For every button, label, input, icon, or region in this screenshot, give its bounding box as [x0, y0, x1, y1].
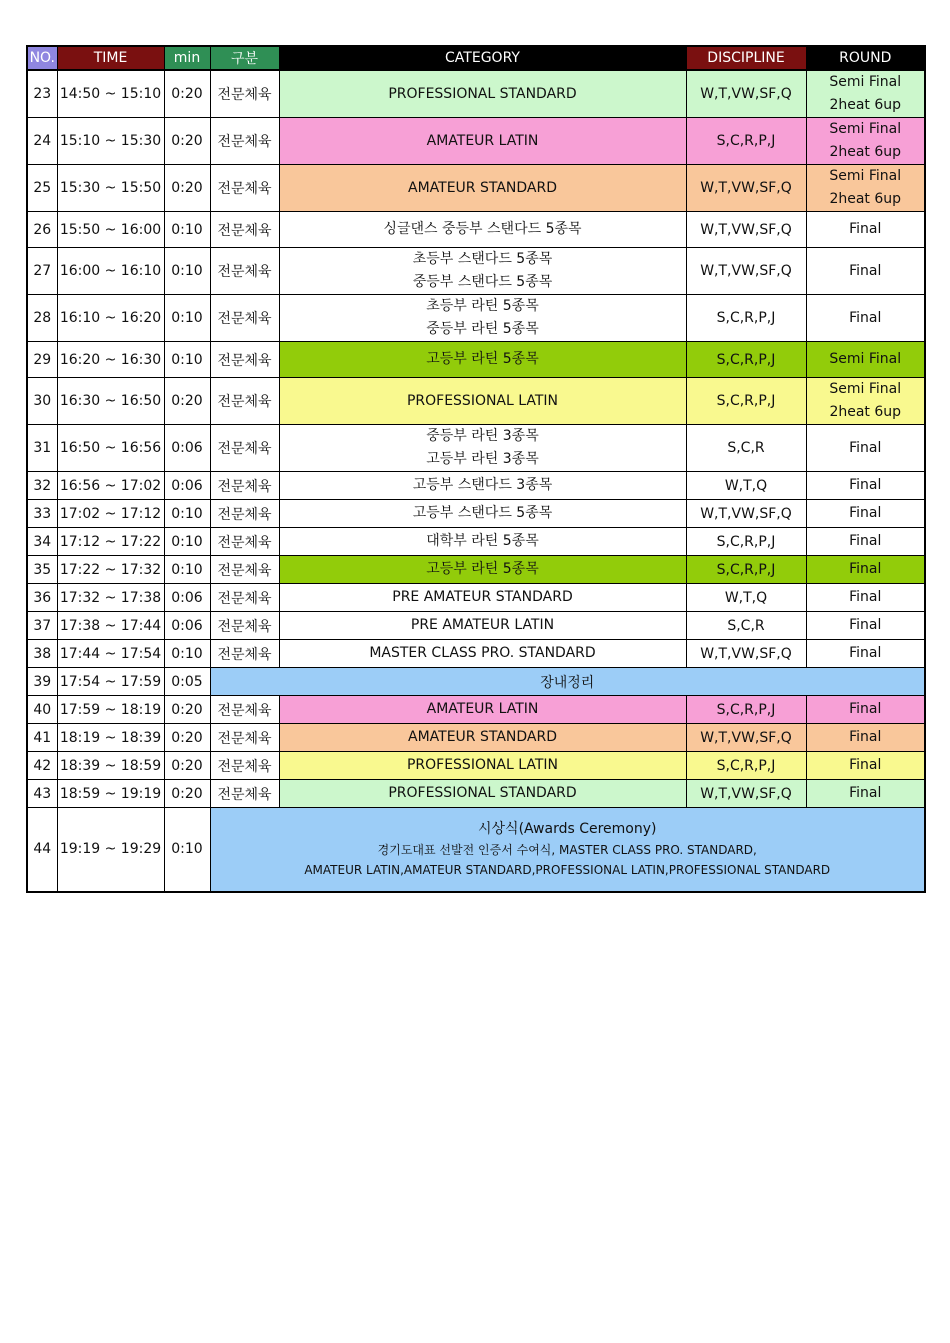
row-division: 전문체육 [210, 212, 279, 248]
table-row [27, 528, 925, 556]
break-cell: 장내정리 [210, 668, 925, 696]
row-min: 0:06 [164, 612, 210, 640]
row-category [279, 640, 686, 668]
row-discipline: S,C,R [686, 425, 806, 472]
row-time: 16:50 ~ 16:56 [57, 425, 164, 472]
awards-cell [210, 808, 925, 892]
row-round [806, 295, 925, 342]
row-min: 0:20 [164, 378, 210, 425]
row-division: 전문체육 [210, 472, 279, 500]
row-time: 14:50 ~ 15:10 [57, 70, 164, 118]
row-min: 0:20 [164, 780, 210, 808]
category-line: 초등부 스탠다드 5종목 [412, 251, 553, 267]
row-round [806, 584, 925, 612]
round-line: Final [849, 589, 882, 605]
table-row [27, 668, 925, 696]
round-line: 2heat 6up [829, 144, 902, 160]
row-discipline: S,C,R,P,J [686, 118, 806, 165]
row-round [806, 500, 925, 528]
row-division: 전문체육 [210, 556, 279, 584]
row-time: 18:39 ~ 18:59 [57, 752, 164, 780]
row-no: 28 [27, 295, 57, 342]
row-time: 18:19 ~ 18:39 [57, 724, 164, 752]
row-round [806, 70, 925, 118]
row-division: 전문체육 [210, 500, 279, 528]
round-line: Semi Final [829, 74, 902, 90]
row-category [279, 118, 686, 165]
row-no: 33 [27, 500, 57, 528]
row-division: 전문체육 [210, 528, 279, 556]
row-min: 0:06 [164, 584, 210, 612]
header-min: min [164, 46, 210, 70]
row-no: 39 [27, 668, 57, 696]
row-min: 0:10 [164, 556, 210, 584]
table-row [27, 584, 925, 612]
header-discipline: DISCIPLINE [686, 46, 806, 70]
row-discipline: S,C,R,P,J [686, 752, 806, 780]
award-title: 시상식(Awards Ceremony) [478, 821, 657, 838]
header-no: NO. [27, 46, 57, 70]
row-time: 15:10 ~ 15:30 [57, 118, 164, 165]
row-min: 0:05 [164, 668, 210, 696]
row-division: 전문체육 [210, 752, 279, 780]
category-line: 중등부 라틴 3종목 [426, 428, 539, 444]
schedule-body [27, 70, 925, 892]
row-category [279, 752, 686, 780]
row-discipline: S,C,R,P,J [686, 696, 806, 724]
row-no: 41 [27, 724, 57, 752]
row-no: 27 [27, 248, 57, 295]
row-no: 34 [27, 528, 57, 556]
row-min: 0:20 [164, 165, 210, 212]
row-category [279, 295, 686, 342]
category-line: PRE AMATEUR STANDARD [392, 589, 573, 605]
round-line: 2heat 6up [829, 404, 902, 420]
row-time: 15:50 ~ 16:00 [57, 212, 164, 248]
row-division: 전문체육 [210, 612, 279, 640]
round-line: 2heat 6up [829, 97, 902, 113]
table-row [27, 342, 925, 378]
category-line: 고등부 라틴 3종목 [426, 451, 539, 467]
table-row [27, 248, 925, 295]
row-round [806, 612, 925, 640]
row-time: 17:02 ~ 17:12 [57, 500, 164, 528]
category-line: AMATEUR LATIN [426, 132, 539, 149]
row-time: 16:30 ~ 16:50 [57, 378, 164, 425]
header-round: ROUND [806, 46, 925, 70]
table-row [27, 696, 925, 724]
round-line: Final [849, 533, 882, 549]
round-line: Semi Final [829, 381, 902, 397]
row-category [279, 584, 686, 612]
table-row [27, 378, 925, 425]
round-line: Final [849, 477, 882, 493]
table-row [27, 640, 925, 668]
row-category [279, 70, 686, 118]
row-round [806, 528, 925, 556]
row-discipline: W,T,Q [686, 472, 806, 500]
row-discipline: W,T,VW,SF,Q [686, 500, 806, 528]
round-line: Final [849, 505, 882, 521]
category-line: AMATEUR STANDARD [408, 179, 557, 196]
row-min: 0:20 [164, 70, 210, 118]
row-round [806, 378, 925, 425]
row-division: 전문체육 [210, 248, 279, 295]
row-no: 38 [27, 640, 57, 668]
row-discipline: W,T,VW,SF,Q [686, 640, 806, 668]
row-time: 17:54 ~ 17:59 [57, 668, 164, 696]
round-line: Final [849, 561, 882, 577]
round-line: Final [849, 262, 882, 279]
category-line: PROFESSIONAL STANDARD [388, 85, 577, 102]
row-discipline: W,T,VW,SF,Q [686, 724, 806, 752]
table-row [27, 500, 925, 528]
category-line: 중등부 스탠다드 5종목 [412, 274, 553, 290]
round-line: Final [849, 701, 882, 717]
category-line: PRE AMATEUR LATIN [410, 617, 555, 633]
row-min: 0:10 [164, 500, 210, 528]
row-min: 0:20 [164, 724, 210, 752]
row-no: 23 [27, 70, 57, 118]
row-min: 0:10 [164, 528, 210, 556]
row-time: 17:22 ~ 17:32 [57, 556, 164, 584]
row-category [279, 425, 686, 472]
row-division: 전문체육 [210, 378, 279, 425]
row-min: 0:10 [164, 342, 210, 378]
table-row [27, 612, 925, 640]
table-row [27, 425, 925, 472]
row-no: 44 [27, 808, 57, 892]
table-row [27, 165, 925, 212]
header-category: CATEGORY [279, 46, 686, 70]
row-round [806, 425, 925, 472]
table-row [27, 295, 925, 342]
row-round [806, 780, 925, 808]
row-category [279, 780, 686, 808]
row-no: 43 [27, 780, 57, 808]
row-round [806, 248, 925, 295]
row-discipline: S,C,R,P,J [686, 378, 806, 425]
row-category [279, 556, 686, 584]
round-line: Final [849, 785, 882, 801]
round-line: Final [849, 309, 882, 326]
row-division: 전문체육 [210, 425, 279, 472]
row-no: 30 [27, 378, 57, 425]
row-no: 35 [27, 556, 57, 584]
row-round [806, 724, 925, 752]
schedule-table [26, 45, 926, 893]
row-time: 17:12 ~ 17:22 [57, 528, 164, 556]
table-row [27, 472, 925, 500]
header-division: 구분 [210, 46, 279, 70]
row-category [279, 212, 686, 248]
row-time: 17:32 ~ 17:38 [57, 584, 164, 612]
row-no: 25 [27, 165, 57, 212]
row-discipline: W,T,VW,SF,Q [686, 165, 806, 212]
row-discipline: W,T,Q [686, 584, 806, 612]
row-category [279, 342, 686, 378]
row-no: 36 [27, 584, 57, 612]
row-discipline: W,T,VW,SF,Q [686, 248, 806, 295]
row-min: 0:10 [164, 808, 210, 892]
row-min: 0:10 [164, 212, 210, 248]
category-line: PROFESSIONAL STANDARD [388, 785, 577, 801]
category-line: 싱글댄스 중등부 스탠다드 5종목 [383, 221, 582, 237]
category-line: PROFESSIONAL LATIN [406, 392, 559, 409]
category-line: 고등부 라틴 5종목 [426, 561, 539, 577]
round-line: Final [849, 729, 882, 745]
category-line: 고등부 스탠다드 3종목 [412, 477, 553, 493]
row-no: 24 [27, 118, 57, 165]
row-category [279, 165, 686, 212]
round-line: 2heat 6up [829, 191, 902, 207]
table-row [27, 556, 925, 584]
table-row [27, 70, 925, 118]
row-min: 0:20 [164, 696, 210, 724]
round-line: Semi Final [829, 168, 902, 184]
row-round [806, 752, 925, 780]
row-division: 전문체육 [210, 584, 279, 612]
row-round [806, 342, 925, 378]
round-line: Semi Final [829, 351, 902, 367]
row-time: 17:38 ~ 17:44 [57, 612, 164, 640]
table-row [27, 724, 925, 752]
table-row [27, 752, 925, 780]
category-line: 초등부 라틴 5종목 [426, 298, 539, 314]
row-no: 37 [27, 612, 57, 640]
row-time: 16:10 ~ 16:20 [57, 295, 164, 342]
category-line: 고등부 스탠다드 5종목 [412, 505, 553, 521]
row-min: 0:10 [164, 248, 210, 295]
row-category [279, 696, 686, 724]
row-time: 16:20 ~ 16:30 [57, 342, 164, 378]
round-line: Final [849, 221, 882, 237]
row-time: 16:00 ~ 16:10 [57, 248, 164, 295]
round-line: Semi Final [829, 121, 902, 137]
category-line: AMATEUR LATIN [426, 701, 539, 717]
category-line: 대학부 라틴 5종목 [426, 533, 539, 549]
row-min: 0:20 [164, 118, 210, 165]
table-row [27, 118, 925, 165]
row-division: 전문체육 [210, 724, 279, 752]
row-division: 전문체육 [210, 165, 279, 212]
row-min: 0:20 [164, 752, 210, 780]
row-round [806, 556, 925, 584]
award-line: 경기도대표 선발전 인증서 수여식, MASTER CLASS PRO. STANDARD, [377, 843, 757, 858]
row-time: 15:30 ~ 15:50 [57, 165, 164, 212]
row-round [806, 640, 925, 668]
header-row [27, 46, 925, 70]
row-no: 42 [27, 752, 57, 780]
row-division: 전문체육 [210, 640, 279, 668]
row-time: 19:19 ~ 19:29 [57, 808, 164, 892]
row-time: 17:59 ~ 18:19 [57, 696, 164, 724]
row-discipline: S,C,R,P,J [686, 556, 806, 584]
row-category [279, 378, 686, 425]
table-row [27, 808, 925, 892]
row-category [279, 472, 686, 500]
row-no: 40 [27, 696, 57, 724]
row-discipline: W,T,VW,SF,Q [686, 70, 806, 118]
row-division: 전문체육 [210, 780, 279, 808]
round-line: Final [849, 645, 882, 661]
table-row [27, 780, 925, 808]
row-discipline: S,C,R,P,J [686, 342, 806, 378]
row-min: 0:06 [164, 472, 210, 500]
round-line: Final [849, 617, 882, 633]
round-line: Final [849, 439, 882, 456]
award-line: AMATEUR LATIN,AMATEUR STANDARD,PROFESSIONAL LATIN,PROFESSIONAL STANDARD [304, 863, 831, 878]
category-line: MASTER CLASS PRO. STANDARD [369, 645, 596, 661]
row-time: 17:44 ~ 17:54 [57, 640, 164, 668]
category-line: AMATEUR STANDARD [408, 729, 557, 745]
row-category [279, 724, 686, 752]
row-min: 0:06 [164, 425, 210, 472]
row-round [806, 118, 925, 165]
round-line: Final [849, 757, 882, 773]
row-no: 29 [27, 342, 57, 378]
row-discipline: S,C,R [686, 612, 806, 640]
row-discipline: W,T,VW,SF,Q [686, 780, 806, 808]
row-division: 전문체육 [210, 118, 279, 165]
row-category [279, 612, 686, 640]
row-round [806, 696, 925, 724]
row-division: 전문체육 [210, 70, 279, 118]
row-discipline: S,C,R,P,J [686, 295, 806, 342]
row-discipline: S,C,R,P,J [686, 528, 806, 556]
table-row [27, 212, 925, 248]
row-round [806, 472, 925, 500]
category-line: 중등부 라틴 5종목 [426, 321, 539, 337]
row-no: 32 [27, 472, 57, 500]
row-round [806, 212, 925, 248]
row-time: 18:59 ~ 19:19 [57, 780, 164, 808]
row-division: 전문체육 [210, 295, 279, 342]
row-no: 26 [27, 212, 57, 248]
row-time: 16:56 ~ 17:02 [57, 472, 164, 500]
row-division: 전문체육 [210, 696, 279, 724]
row-discipline: W,T,VW,SF,Q [686, 212, 806, 248]
row-min: 0:10 [164, 295, 210, 342]
header-time: TIME [57, 46, 164, 70]
row-no: 31 [27, 425, 57, 472]
row-category [279, 528, 686, 556]
row-division: 전문체육 [210, 342, 279, 378]
row-category [279, 500, 686, 528]
category-line: PROFESSIONAL LATIN [406, 757, 559, 773]
category-line: 고등부 라틴 5종목 [426, 351, 539, 367]
row-round [806, 165, 925, 212]
row-min: 0:10 [164, 640, 210, 668]
row-category [279, 248, 686, 295]
